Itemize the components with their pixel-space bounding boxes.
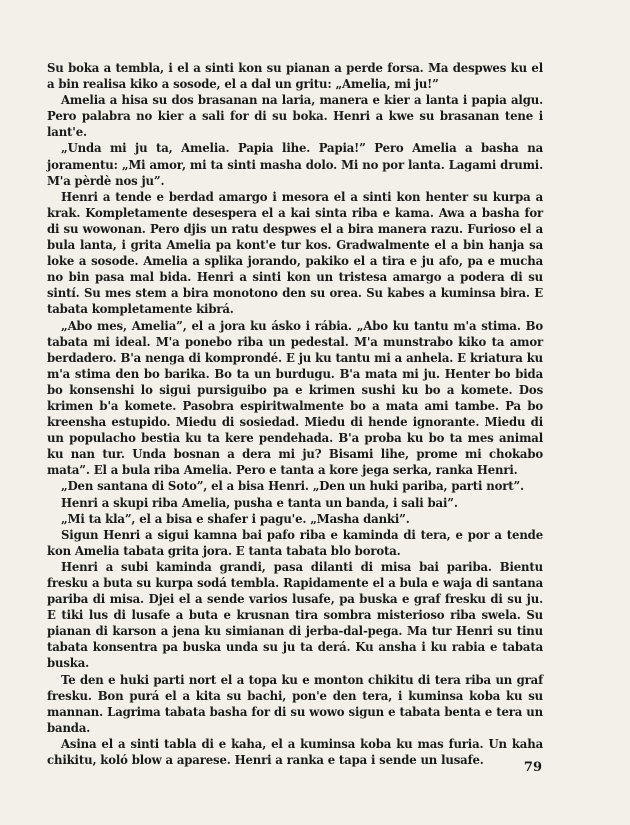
paragraph: Asina el a sinti tabla di e kaha, el a kuminsa koba ku mas furia. Un kaha chikitu, koló blow a aparese. Henri a ranka e tapa i sende un lusafe. [47, 736, 543, 768]
body-text [47, 60, 543, 768]
paragraph: „Unda mi ju ta, Amelia. Papia lihe. Papia!” Pero Amelia a basha na joramentu: „Mi amor, mi ta sinti masha dolo. Mi no por lanta. Lagami drumi. M'a pèrdè nos ju”. [47, 141, 543, 188]
paragraph: Henri a skupi riba Amelia, pusha e tanta un banda, i sali bai”. [61, 495, 458, 510]
paragraph: Henri a tende e berdad amargo i mesora el a sinti kon henter su kurpa a krak. Kompletamente desespera el a kai sinta riba e kama. Awa a basha for di su wowonan. Pero djis un ratu despwes el a bira manera razu. Furioso el a bula lanta, i grita Amelia pa kont'e tur kos. Gradwalmente el a bin hanja sa loke a sosode. Amelia a splika jorando, pakiko el a tira e ju afo, pa e mucha no bin pasa mal bida. Henri a sinti kon un tristesa amargo a podera di su sintí. Su mes stem a bira monotono den su orea. Su kabes a kuminsa bira. E tabata kompletamente kibrá. [47, 189, 543, 317]
paragraph: „Abo mes, Amelia”, el a jora ku ásko i rábia. „Abo ku tantu m'a stima. Bo tabata mi ideal. M'a ponebo riba un pedestal. M'a munstrabo kiko ta amor berdadero. B'a nenga di komprondé. E ju ku tantu mi a anhela. E kriatura ku m'a stima den bo barika. Bo ta un burdugu. B'a mata mi ju. Henter bo bida bo konsenshi lo sigui pursiguibo pa e krimen sushi ku bo a komete. Dos krimen b'a komete. Pasobra espiritwalmente bo a mata ami tambe. Pa bo kreensha estupido. Miedu di sosiedad. Miedu di hende ignorante. Miedu di un populacho bestia ku ta kere pendehada. B'a proba ku bo ta mes animal ku nan tur. Unda bosnan a dera mi ju? Bisami lihe, prome mi chokabo mata”. El a bula riba Amelia. Pero e tanta a kore jega serka, ranka Henri. [47, 318, 543, 478]
paragraph: „Den santana di Soto”, el a bisa Henri. „Den un huki pariba, parti nort”. [61, 479, 524, 494]
paragraph: Amelia a hisa su dos brasanan na laria, manera e kier a lanta i papia algu. Pero palabra no kier a sali for di su boka. Henri a kwe su brasanan tene i lant'e. [47, 93, 543, 140]
paragraph: Henri a subi kaminda grandi, pasa dilanti di misa bai pariba. Bientu fresku a buta su kurpa sodá tembla. Rapidamente el a bula e waja di santana pariba di misa. Djei el a sende varios lusafe, pa buska e graf fresku di su ju. E tiki lus di lusafe a buta e krusnan tira sombra misterioso riba swela. Su pianan di karson a jena ku simianan di jerba-dal-pega. Ma tur Henri su tinu tabata konsentra pa buska unda su ju ta derá. Ku ansha i ku rabia e tabata buska. [47, 559, 543, 671]
paragraph: Sigun Henri a sigui kamna bai pafo riba e kaminda di tera, e por a tende kon Amelia tabata grita jora. E tanta tabata blo borota. [47, 527, 543, 558]
page-number: 79 [523, 760, 542, 775]
paragraph: „Mi ta kla”, el a bisa e shafer i pagu'e. „Masha danki”. [61, 511, 410, 526]
paragraph: Te den e huki parti nort el a topa ku e monton chikitu di tera riba un graf fresku. Bon purá el a kita su bachi, pon'e den tera, i kuminsa koba ku su mannan. Lagrima tabata basha for di su wowo sigun e tabata benta e tera un banda. [47, 672, 543, 735]
paragraph: Su boka a tembla, i el a sinti kon su pianan a perde forsa. Ma despwes ku el a bin realisa kiko a sosode, el a dal un gritu: „Amelia, mi ju!” [47, 61, 543, 92]
